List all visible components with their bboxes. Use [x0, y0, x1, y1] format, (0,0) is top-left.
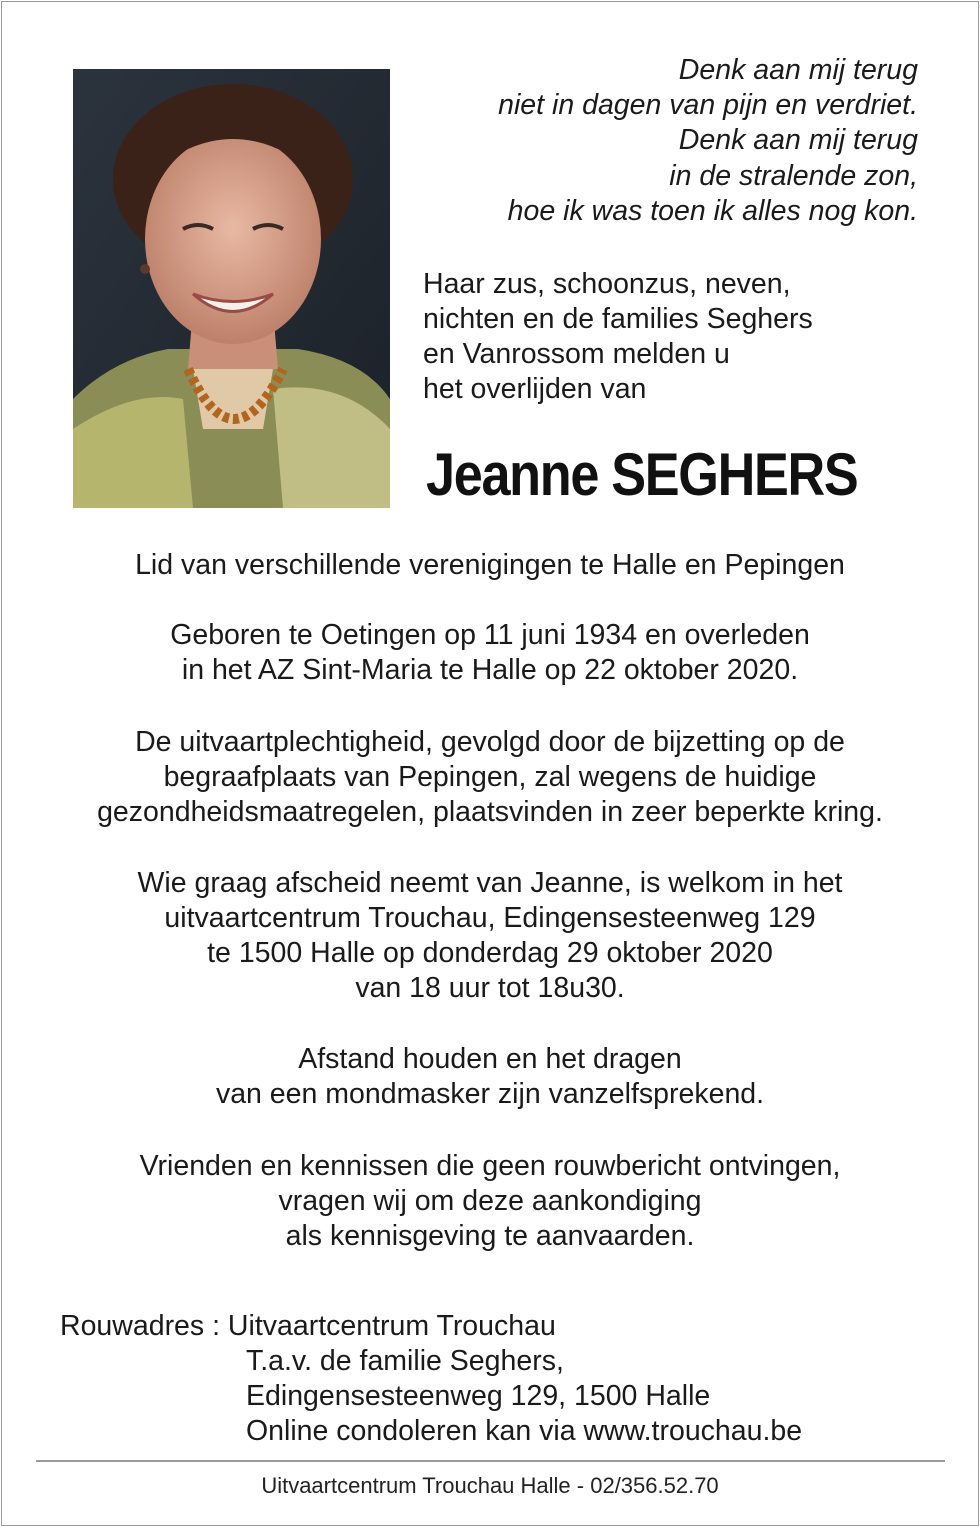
address-line: Edingensesteenweg 129, 1500 Halle [246, 1380, 711, 1412]
birth-death-line: in het AZ Sint-Maria te Halle op 22 oktober 2020. [181, 654, 799, 686]
funeral-line: begraafplaats van Pepingen, zal wegens de huidige [163, 761, 817, 793]
visitation-text [0, 866, 980, 1006]
funeral-line: De uitvaartplechtigheid, gevolgd door de bijzetting op de [135, 726, 845, 758]
notice-line: als kennisgeving te aanvaarden. [285, 1220, 695, 1252]
funeral-text [0, 725, 980, 830]
membership-text [0, 548, 980, 583]
membership-line: Lid van verschillende verenigingen te Halle en Pepingen [135, 549, 845, 581]
poem-line: niet in dagen van pijn en verdriet. [498, 89, 918, 122]
intro-line: het overlijden van [423, 373, 647, 405]
intro-line: en Vanrossom melden u [423, 338, 730, 370]
address-line: T.a.v. de familie Seghers, [246, 1345, 564, 1377]
address-line: Online condoleren kan via www.trouchau.be [246, 1415, 803, 1447]
poem-line: Denk aan mij terug [678, 124, 918, 157]
mourning-address [60, 1309, 920, 1449]
notice-text [0, 1149, 980, 1254]
distancing-text [0, 1042, 980, 1112]
footer-divider [36, 1460, 945, 1462]
visitation-line: uitvaartcentrum Trouchau, Edingensesteenweg 129 [164, 902, 816, 934]
poem-line: hoe ik was toen ik alles nog kon. [507, 194, 918, 227]
address-label: Rouwadres : [60, 1310, 228, 1342]
birth-death-line: Geboren te Oetingen op 11 juni 1934 en overleden [170, 619, 810, 651]
memorial-poem [418, 53, 918, 229]
portrait-photo [73, 69, 390, 508]
address-line-first [60, 1309, 920, 1344]
intro-line: nichten en de families Seghers [423, 303, 813, 335]
portrait-illustration [73, 69, 390, 508]
visitation-line: van 18 uur tot 18u30. [355, 972, 625, 1004]
birth-death-text [0, 618, 980, 688]
distancing-line: Afstand houden en het dragen [298, 1043, 682, 1075]
notice-line: Vrienden en kennissen die geen rouwbericht ontvingen, [139, 1150, 841, 1182]
visitation-line: Wie graag afscheid neemt van Jeanne, is welkom in het [137, 867, 843, 899]
intro-line: Haar zus, schoonzus, neven, [423, 268, 791, 300]
visitation-line: te 1500 Halle op donderdag 29 oktober 2020 [207, 937, 773, 969]
announcement-intro [423, 267, 943, 407]
distancing-line: van een mondmasker zijn vanzelfsprekend. [215, 1078, 765, 1110]
deceased-name: Jeanne SEGHERS [426, 441, 858, 508]
poem-line: in de stralende zon, [669, 159, 918, 192]
funeral-line: gezondheidsmaatregelen, plaatsvinden in zeer beperkte kring. [97, 796, 883, 828]
address-line: Uitvaartcentrum Trouchau [227, 1310, 556, 1342]
poem-line: Denk aan mij terug [678, 54, 918, 86]
footer-contact: Uitvaartcentrum Trouchau Halle - 02/356.52.70 [261, 1473, 719, 1498]
notice-line: vragen wij om deze aankondiging [278, 1185, 702, 1217]
